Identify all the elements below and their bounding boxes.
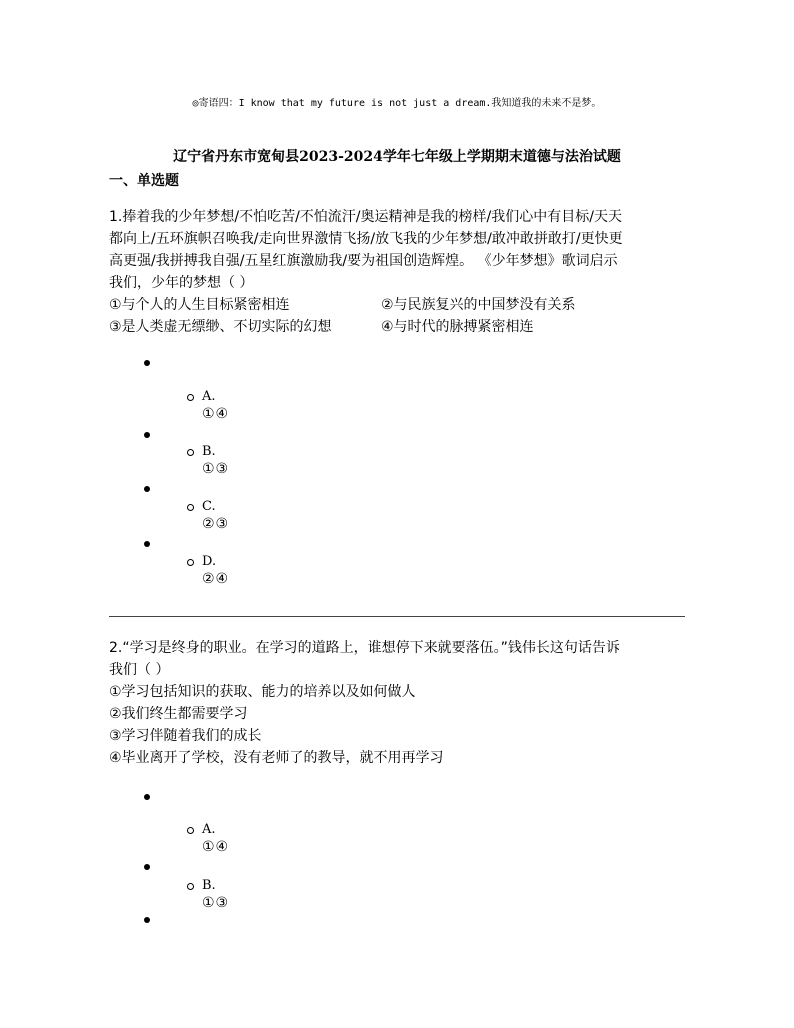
option-b-letter[interactable]: B. [202, 444, 216, 459]
question-1 [109, 206, 687, 338]
bullet-icon [144, 917, 150, 923]
circle-bullet-icon [187, 559, 194, 566]
question-text-line: 我们（ ） [109, 662, 170, 678]
bullet-icon [144, 794, 150, 800]
bullet-icon [144, 864, 150, 870]
option-c-value[interactable]: ②③ [202, 516, 230, 532]
statement-4: ④与时代的脉搏紧密相连 [381, 319, 534, 335]
circle-bullet-icon [187, 504, 194, 511]
motto-header: ◎寄语四：I know that my future is not just a dream.我知道我的未来不是梦。 [192, 98, 602, 109]
circle-bullet-icon [187, 394, 194, 401]
statement-3: ③是人类虚无缥缈、不切实际的幻想 [109, 319, 332, 335]
question-text-line: 1.捧着我的少年梦想/不怕吃苦/不怕流汗/奥运精神是我的榜样/我们心中有目标/天天 [109, 209, 622, 225]
question-text-line: 高更强/我拼搏我自强/五星红旗激励我/要为祖国创造辉煌。 《少年梦想》歌词启示 [109, 253, 618, 269]
question-2 [109, 637, 687, 769]
circle-bullet-icon [187, 883, 194, 890]
question-divider [109, 616, 685, 617]
statement-4: ④毕业离开了学校，没有老师了的教导，就不用再学习 [109, 750, 444, 766]
bullet-icon [144, 486, 150, 492]
option-d-letter[interactable]: D. [202, 554, 217, 569]
option-c-letter[interactable]: C. [202, 499, 216, 514]
option-a-value[interactable]: ①④ [202, 406, 230, 422]
question-text-line: 2.“学习是终身的职业。在学习的道路上，谁想停下来就要落伍。”钱伟长这句话告诉 [109, 640, 620, 656]
question-text-line: 我们，少年的梦想（ ） [109, 275, 254, 291]
option-d-value[interactable]: ②④ [202, 571, 230, 587]
option-b-value[interactable]: ①③ [202, 895, 230, 911]
bullet-icon [144, 432, 150, 438]
option-a-value[interactable]: ①④ [202, 839, 230, 855]
document-title: 辽宁省丹东市宽甸县2023-2024学年七年级上学期期末道德与法治试题 [173, 149, 621, 165]
option-a-letter[interactable]: A. [202, 389, 216, 404]
option-b-letter[interactable]: B. [202, 878, 216, 893]
statement-2: ②我们终生都需要学习 [109, 706, 248, 722]
circle-bullet-icon [187, 449, 194, 456]
section-heading: 一、单选题 [109, 173, 179, 189]
bullet-icon [144, 541, 150, 547]
statement-1: ①学习包括知识的获取、能力的培养以及如何做人 [109, 684, 416, 700]
statement-1: ①与个人的人生目标紧密相连 [109, 297, 290, 313]
statement-2: ②与民族复兴的中国梦没有关系 [381, 297, 576, 313]
question-text-line: 都向上/五环旗帜召唤我/走向世界激情飞扬/放飞我的少年梦想/敢冲敢拼敢打/更快更 [109, 231, 623, 247]
bullet-icon [144, 360, 150, 366]
option-a-letter[interactable]: A. [202, 822, 216, 837]
option-b-value[interactable]: ①③ [202, 461, 230, 477]
statement-3: ③学习伴随着我们的成长 [109, 728, 262, 744]
circle-bullet-icon [187, 827, 194, 834]
